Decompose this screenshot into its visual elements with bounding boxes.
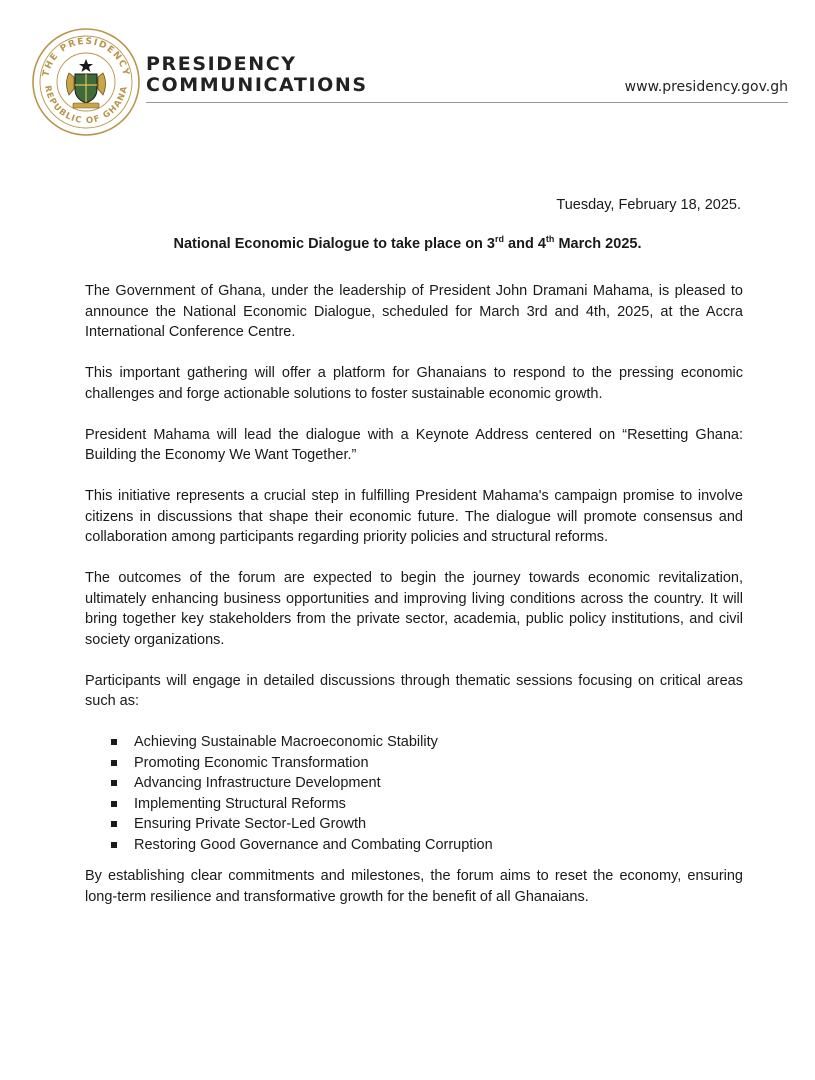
- presidency-seal-logo: [31, 27, 141, 137]
- square-bullet-icon: [111, 842, 117, 848]
- list-item: [85, 835, 743, 856]
- body-paragraph: The outcomes of the forum are expected to begin the journey towards economic revitalization, ultimately enhancing business opportunities and improving living conditions across the country. It will bring together key stakeholders from the private sector, academia, public policy institutions, and civil society organizations.: [85, 570, 743, 648]
- release-date: Tuesday, February 18, 2025.: [556, 197, 741, 213]
- body-paragraph: Participants will engage in detailed discussions through thematic sessions focusing on critical areas such as:: [85, 672, 743, 709]
- brand-line-1: PRESIDENCY: [146, 53, 297, 75]
- list-item: [85, 753, 743, 774]
- press-release-title: [0, 236, 815, 252]
- title-superscript-1: rd: [495, 234, 505, 245]
- list-item: [85, 732, 743, 753]
- square-bullet-icon: [111, 760, 117, 766]
- thematic-areas-list: [85, 732, 743, 855]
- header-divider: [146, 102, 788, 103]
- brand-line-2: COMMUNICATIONS: [146, 74, 368, 96]
- list-item-text: Advancing Infrastructure Development: [134, 775, 381, 791]
- brand-wordmark: [146, 54, 368, 96]
- title-part-1: National Economic Dialogue to take place on 3: [173, 236, 496, 252]
- svg-text:REPUBLIC OF GHANA: REPUBLIC OF GHANA: [42, 84, 130, 127]
- title-part-2: and 4: [504, 236, 546, 252]
- closing-paragraph: By establishing clear commitments and milestones, the forum aims to reset the economy, ensuring long-term resilience and transformative growth for the benefit of all Ghanaians.: [85, 868, 743, 905]
- body-paragraph: President Mahama will lead the dialogue with a Keynote Address centered on “Resetting Ghana: Building the Economy We Want Together.”: [85, 426, 743, 463]
- list-item: [85, 794, 743, 815]
- body-paragraph: This initiative represents a crucial step in fulfilling President Mahama's campaign promise to involve citizens in discussions that shape their economic future. The dialogue will promote consensus and collaboration among participants regarding priority policies and structural reforms.: [85, 488, 743, 545]
- title-superscript-2: th: [545, 234, 555, 245]
- list-item-text: Implementing Structural Reforms: [134, 795, 346, 812]
- square-bullet-icon: [111, 780, 117, 786]
- coat-of-arms-icon: [67, 59, 106, 108]
- square-bullet-icon: [111, 801, 117, 807]
- list-item-text: Promoting Economic Transformation: [134, 754, 369, 771]
- title-part-3: March 2025.: [554, 236, 642, 252]
- website-link[interactable]: www.presidency.gov.gh: [624, 79, 788, 95]
- list-item-text: Restoring Good Governance and Combating Corruption: [134, 836, 493, 853]
- body-paragraph: This important gathering will offer a platform for Ghanaians to respond to the pressing economic challenges and forge actionable solutions to foster sustainable economic growth.: [85, 365, 743, 402]
- list-item: [85, 773, 743, 794]
- body-paragraph: The Government of Ghana, under the leadership of President John Dramani Mahama, is pleased to announce the National Economic Dialogue, scheduled for March 3rd and 4th, 2025, at the Accra International Conference Centre.: [85, 283, 743, 340]
- square-bullet-icon: [111, 821, 117, 827]
- list-item-text: Ensuring Private Sector-Led Growth: [134, 816, 367, 832]
- list-item: [85, 814, 743, 835]
- square-bullet-icon: [111, 739, 117, 745]
- press-release-body: [85, 281, 743, 928]
- list-item-text: Achieving Sustainable Macroeconomic Stability: [134, 734, 438, 750]
- svg-text:THE PRESIDENCY: THE PRESIDENCY: [41, 36, 131, 78]
